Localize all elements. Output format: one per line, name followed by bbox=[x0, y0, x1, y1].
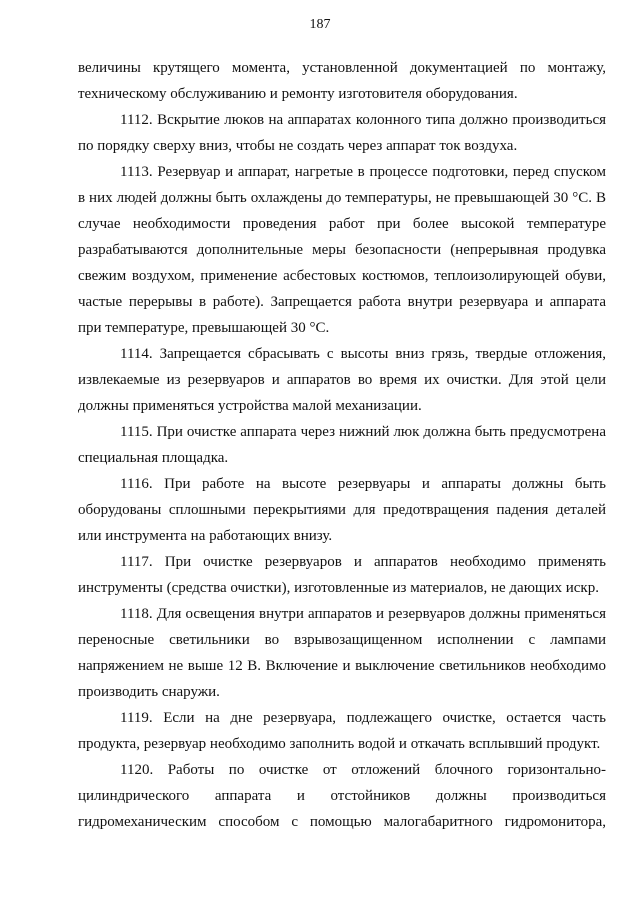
paragraph-1113: 1113. Резервуар и аппарат, нагретые в процессе подготовки, перед спуском в них людей должны быть охлаждены до температуры, не превышающей 30 °С. В случае необходимости проведения работ при более высокой температуре разрабатываются дополнительные меры безопасности (непрерывная продувка свежим воздухом, применение асбестовых костюмов, теплоизолирующей обуви, частые перерывы в работе). Запрещается работа внутри резервуара и аппарата при температуре, превышающей 30 °С. bbox=[78, 164, 606, 336]
paragraph-1116: 1116. При работе на высоте резервуары и аппараты должны быть оборудованы сплошными перекрытиями для предотвращения падения деталей или инструмента на работающих внизу. bbox=[78, 476, 606, 544]
page-number: 187 bbox=[309, 17, 331, 32]
paragraph-1114: 1114. Запрещается сбрасывать с высоты вниз грязь, твердые отложения, извлекаемые из резервуаров и аппаратов во время их очистки. Для этой цели должны применяться устройства малой механизации. bbox=[78, 346, 606, 414]
paragraph-1118: 1118. Для освещения внутри аппаратов и резервуаров должны применяться переносные светильники во взрывозащищенном исполнении с лампами напряжением не выше 12 В. Включение и выключение светильников необходимо производить снаружи. bbox=[78, 606, 606, 700]
paragraph-1119: 1119. Если на дне резервуара, подлежащего очистке, остается часть продукта, резервуар необходимо заполнить водой и откачать всплывший продукт. bbox=[78, 710, 606, 752]
paragraph-continuation: величины крутящего момента, установленной документацией по монтажу, техническому обслуживанию и ремонту изготовителя оборудования. bbox=[78, 60, 606, 102]
paragraph-1115: 1115. При очистке аппарата через нижний люк должна быть предусмотрена специальная площадка. bbox=[78, 424, 606, 466]
document-body bbox=[78, 55, 606, 835]
paragraph-1117: 1117. При очистке резервуаров и аппаратов необходимо применять инструменты (средства очистки), изготовленные из материалов, не дающих искр. bbox=[78, 554, 606, 596]
paragraph-1120: 1120. Работы по очистке от отложений блочного горизонтально-цилиндрического аппарата и отстойников должны производиться гидромеханическим способом с помощью малогабаритного гидромонитора, bbox=[78, 762, 606, 830]
paragraph-1112: 1112. Вскрытие люков на аппаратах колонного типа должно производиться по порядку сверху вниз, чтобы не создать через аппарат ток воздуха. bbox=[78, 112, 606, 154]
